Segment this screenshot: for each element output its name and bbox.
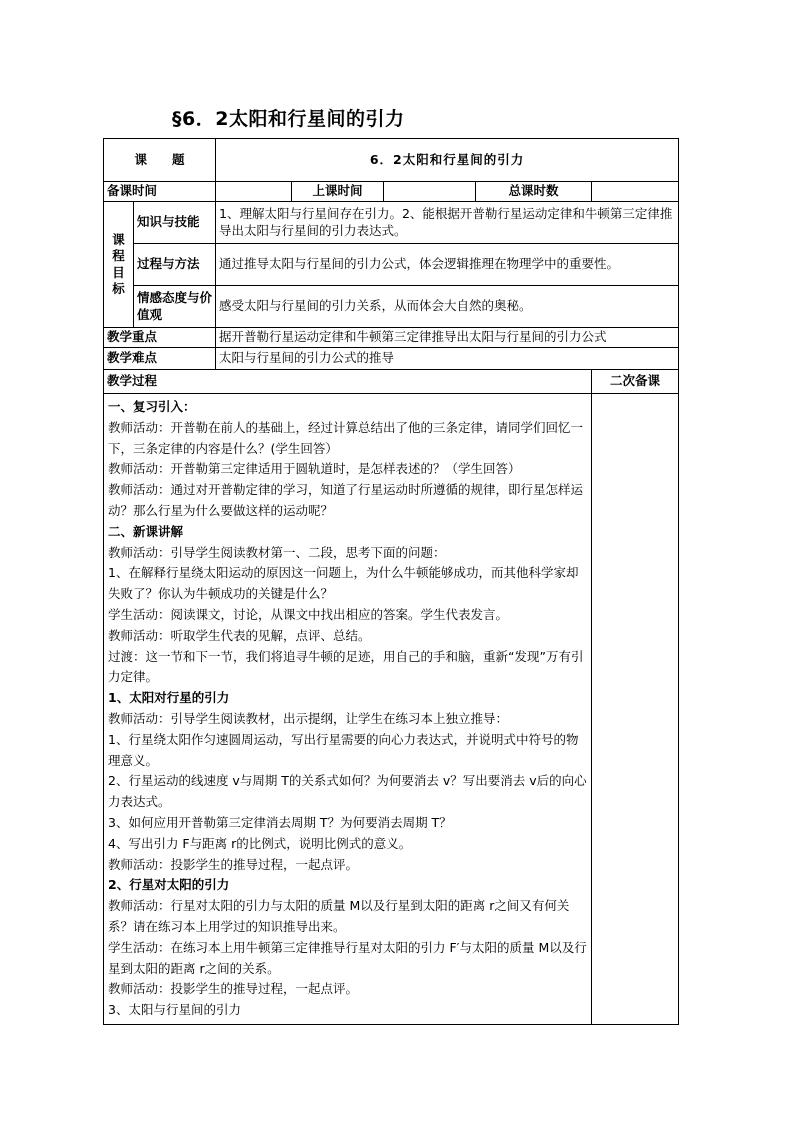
process-body-row [104,394,679,1025]
topic-value: 6．2太阳和行星间的引力 [216,139,679,182]
process-paragraph: 教师活动：听取学生代表的见解，点评、总结。 [108,627,371,643]
difficulty-text: 太阳与行星间的引力公式的推导 [216,348,679,370]
process-paragraph: 教师活动：开普勒在前人的基础上，经过计算总结出了他的三条定律，请同学们回忆一下，三条定律的内容是什么？(学生回答） [108,419,584,456]
key-point-text: 据开普勒行星运动定律和牛顿第三定律推导出太阳与行星间的引力公式 [216,328,679,348]
section-heading: 二、新课讲解 [108,523,184,539]
class-time-value [384,182,476,202]
process-paragraph: 教师活动：通过对开普勒定律的学习，知道了行星运动时所遵循的规律，即行星怎样运动？那么行星为什么要做这样的运动呢？ [108,482,584,518]
secondary-prep-area [592,394,679,1025]
process-paragraph: 教师活动：引导学生阅读教材，出示提纲，让学生在练习本上独立推导： [108,710,509,726]
process-paragraph: 学生活动：阅读课文，讨论，从课文中找出相应的答案。学生代表发言。 [108,606,509,622]
process-paragraph: 1、行星绕太阳作匀速圆周运动，写出行星需要的向心力表达式，并说明式中符号的物理意义。 [108,731,579,768]
topic-label: 课 题 [104,139,216,182]
objective-text: 通过推导太阳与行星间的引力公式，体会逻辑推理在物理学中的重要性。 [216,244,679,286]
process-content [104,394,592,1025]
objective-text: 1、理解太阳与行星间存在引力。2、能根据开普勒行星运动定律和牛顿第三定律推导出太阳与行星间的引力表达式。 [216,202,679,244]
objectives-label: 课 程 目 标 [104,202,134,328]
process-label: 教学过程 [104,370,592,394]
difficulty-label: 教学难点 [104,348,216,370]
process-paragraph: 3、如何应用开普勒第三定律消去周期 T？为何要消去周期 T？ [108,814,452,830]
process-paragraph: 2、行星运动的线速度 v与周期 T的关系式如何？为何要消去 v？写出要消去 v后的向心力表达式。 [108,773,587,810]
process-paragraph: 教师活动：行星对太阳的引力与太阳的质量 M以及行星到太阳的距离 r之间又有何关系？请在练习本上用学过的知识推导出来。 [108,898,570,934]
key-point-row [104,328,679,348]
process-paragraph: 教师活动：投影学生的推导过程，一起点评。 [108,856,359,872]
process-lines [108,397,587,1021]
key-point-label: 教学重点 [104,328,216,348]
objective-label: 过程与方法 [134,244,216,286]
section-heading: 2、行星对太阳的引力 [108,877,230,893]
total-hours-label: 总课时数 [476,182,592,202]
process-paragraph: 教师活动：投影学生的推导过程，一起点评。 [108,981,359,997]
section-heading: 一、复习引入： [108,399,196,414]
prep-time-value [216,182,292,202]
difficulty-row [104,348,679,370]
class-time-label: 上课时间 [292,182,384,202]
section-heading: 1、太阳对行星的引力 [108,690,230,706]
process-paragraph: 1、在解释行星绕太阳运动的原因这一问题上，为什么牛顿能够成功，而其他科学家却失败了？你认为牛顿成功的关键是什么？ [108,565,579,602]
process-paragraph: 3、太阳与行星间的引力 [108,1002,241,1018]
topic-row [104,139,679,182]
objective-row-process [104,244,679,286]
objective-label: 情感态度与价值观 [134,286,216,328]
objective-text: 感受太阳与行星间的引力关系，从而体会大自然的奥秘。 [216,286,679,328]
process-paragraph: 教师活动：开普勒第三定律适用于圆轨道时，是怎样表述的？（学生回答） [108,461,521,477]
page-title: §6．2太阳和行星间的引力 [172,108,405,130]
process-paragraph: 学生活动：在练习本上用牛顿第三定律推导行星对太阳的引力 F′与太阳的质量 M以及行星到太阳的距离 r之间的关系。 [108,939,587,976]
secondary-prep-label: 二次备课 [592,370,679,394]
lesson-plan-table [103,138,679,1025]
objective-label: 知识与技能 [134,202,216,244]
process-paragraph: 4、写出引力 F与距离 r的比例式，说明比例式的意义。 [108,835,412,851]
process-paragraph: 过渡：这一节和下一节，我们将追寻牛顿的足迹，用自己的手和脑，重新“发现”万有引力定律。 [108,648,584,685]
process-paragraph: 教师活动：引导学生阅读教材第一、二段，思考下面的问题： [108,544,446,560]
schedule-row [104,182,679,202]
total-hours-value [592,182,679,202]
objective-row-attitude [104,286,679,328]
objective-row-knowledge [104,202,679,244]
prep-time-label: 备课时间 [104,182,216,202]
process-header-row [104,370,679,394]
